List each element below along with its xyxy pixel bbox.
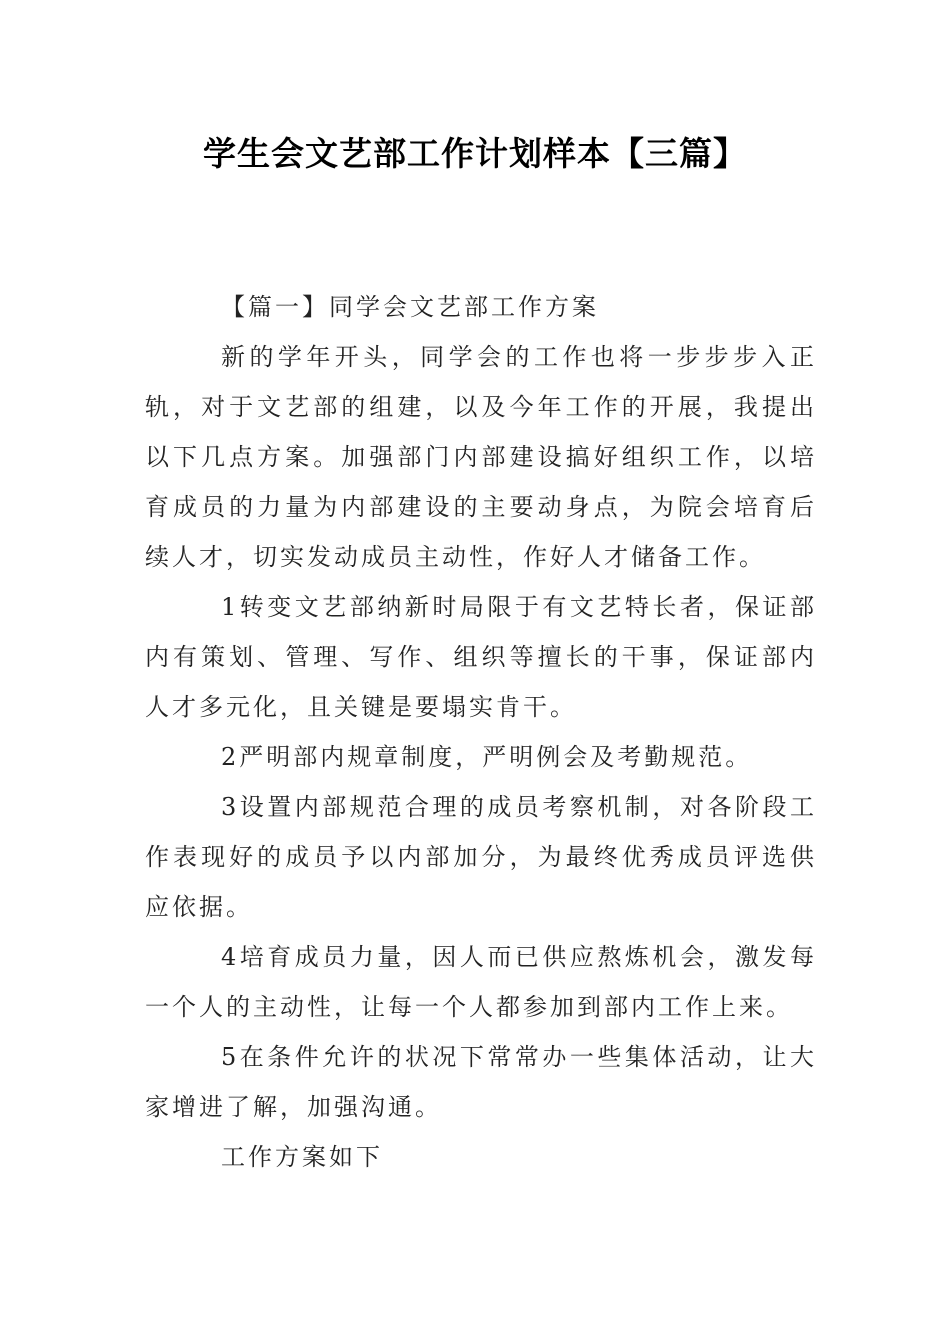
paragraph-item-1: 1转变文艺部纳新时局限于有文艺特长者，保证部内有策划、管理、写作、组织等擅长的干事，保证部内人才多元化，且关键是要塌实肯干。 xyxy=(145,593,817,721)
paragraph-item-4: 4培育成员力量，因人而已供应熬炼机会，激发每一个人的主动性，让每一个人都参加到部内工作上来。 xyxy=(145,943,817,1021)
paragraph-item-5: 5在条件允许的状况下常常办一些集体活动，让大家增进了解，加强沟通。 xyxy=(145,1043,817,1121)
section-heading: 【篇一】同学会文艺部工作方案 xyxy=(221,293,599,321)
document-title: 学生会文艺部工作计划样本【三篇】 xyxy=(203,134,747,173)
paragraph-intro: 新的学年开头，同学会的工作也将一步步步入正轨，对于文艺部的组建，以及今年工作的开展，我提出以下几点方案。加强部门内部建设搞好组织工作，以培育成员的力量为内部建设的主要动身点，为院会培育后续人才，切实发动成员主动性，作好人才储备工作。 xyxy=(145,343,817,571)
paragraph-item-3: 3设置内部规范合理的成员考察机制，对各阶段工作表现好的成员予以内部加分，为最终优秀成员评选供应依据。 xyxy=(145,793,817,921)
document-body xyxy=(145,282,817,1182)
paragraph-plan-heading: 工作方案如下 xyxy=(221,1143,383,1171)
paragraph-item-2: 2严明部内规章制度，严明例会及考勤规范。 xyxy=(221,743,753,771)
